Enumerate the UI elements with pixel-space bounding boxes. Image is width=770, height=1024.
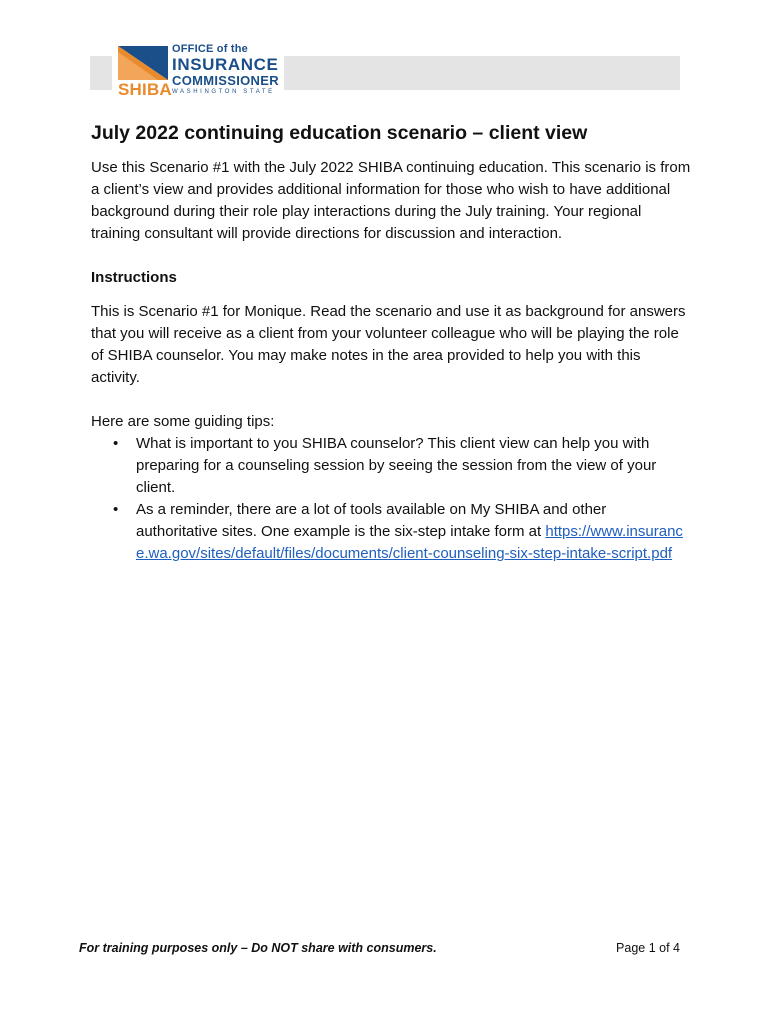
logo-shiba-text: SHIBA: [118, 80, 172, 99]
tips-intro: Here are some guiding tips:: [91, 413, 275, 430]
logo-wordmark: [172, 44, 279, 95]
logo-emblem-icon: [118, 46, 168, 80]
tip-text: As a reminder, there are a lot of tools available on My SHIBA and other authoritative sites. One example is the six-step intake form at: [136, 501, 607, 540]
instructions-paragraph: This is Scenario #1 for Monique. Read the scenario and use it as background for answers that you will receive as a client from your volunteer colleague who will be playing the role of SHIBA counselor. You may make notes in the area provided to help you with this activity.: [91, 303, 686, 386]
intro-paragraph: Use this Scenario #1 with the July 2022 SHIBA continuing education. This scenario is from a client’s view and provides additional information for those who wish to have additional background during their role play interactions during the July training. Your regional training consultant will provide directions for discussion and interaction.: [91, 159, 691, 242]
bullet-icon: •: [113, 501, 119, 518]
bullet-icon: •: [113, 435, 119, 452]
footer-disclaimer: For training purposes only – Do NOT share with consumers.: [79, 941, 437, 955]
intake-script-link[interactable]: https://www.insurance.wa.gov/sites/default/files/documents/client-counseling-six-step-intake-script.pdf: [136, 523, 683, 562]
list-item: [113, 433, 691, 499]
logo-office-text: OFFICE of the: [172, 43, 248, 55]
instructions-heading: Instructions: [91, 269, 177, 286]
document-body: [91, 118, 691, 565]
oic-shiba-logo: [112, 42, 284, 104]
logo-commissioner-text: COMMISSIONER: [172, 73, 279, 88]
logo-state-text: WASHINGTON STATE: [172, 89, 275, 95]
page-title: July 2022 continuing education scenario – client view: [91, 122, 588, 144]
list-item: [113, 499, 691, 565]
tips-list: [113, 433, 691, 565]
tip-text: What is important to you SHIBA counselor? This client view can help you with preparing for a counseling session by seeing the session from the view of your client.: [136, 435, 657, 496]
page-number: Page 1 of 4: [616, 941, 680, 955]
logo-insurance-text: INSURANCE: [172, 55, 279, 74]
